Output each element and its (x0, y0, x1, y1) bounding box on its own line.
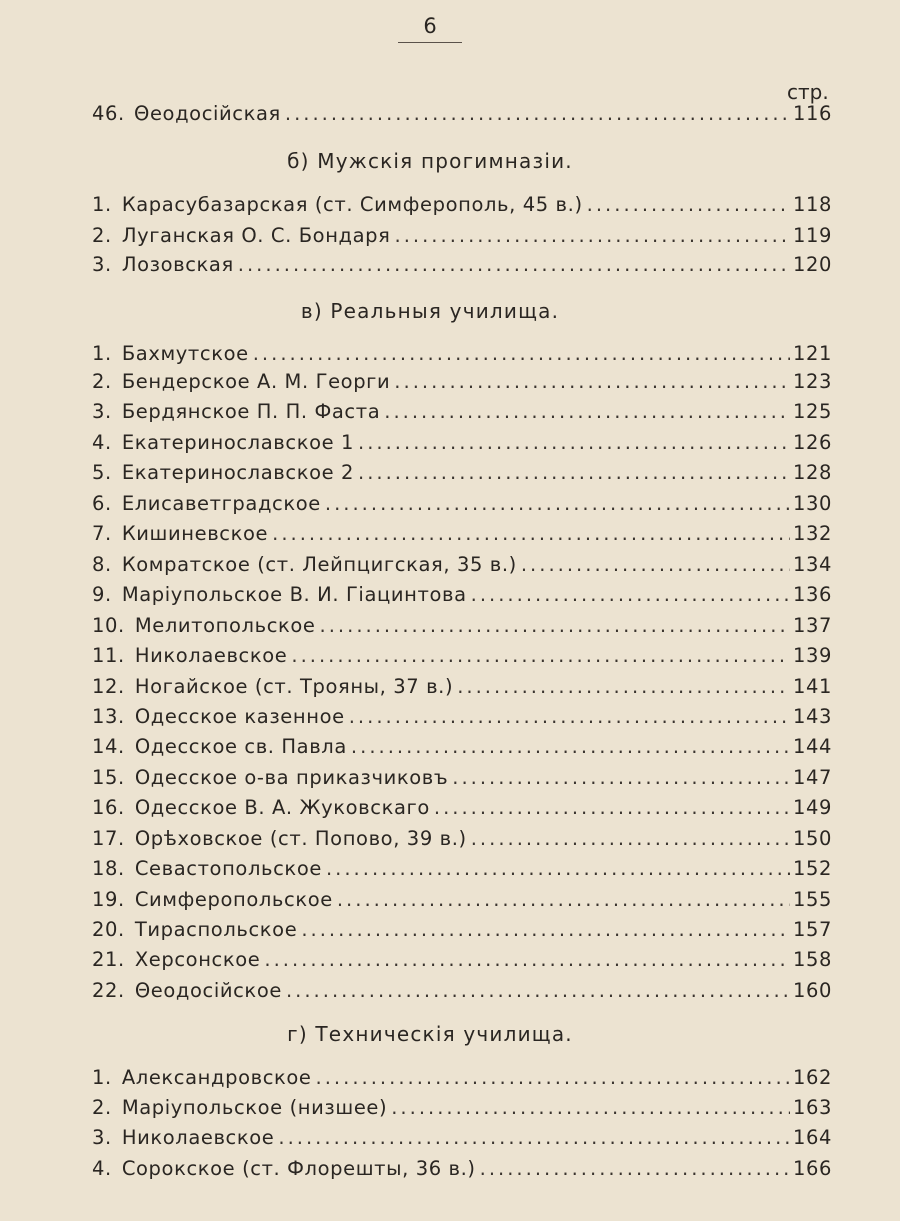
entry-page: 162 (792, 1066, 832, 1089)
toc-entry (92, 1066, 832, 1096)
entry-title: Мелитопольское (134, 614, 316, 637)
entry-title: Николаевское (134, 644, 288, 667)
entry-number: 19. (92, 888, 125, 911)
entry-page: 157 (792, 918, 832, 941)
dot-leader (287, 644, 790, 667)
entry-page: 143 (792, 705, 832, 728)
entry-title: Бахмутское (121, 342, 249, 365)
entry-number: 22. (92, 979, 125, 1002)
dot-leader (260, 948, 790, 971)
entry-title: Одесское казенное (134, 705, 345, 728)
entry-page: 141 (792, 675, 832, 698)
toc-entry (92, 644, 832, 674)
toc-entry (92, 735, 832, 765)
entry-number: 2. (92, 370, 112, 393)
entry-title: Ногайское (ст. Трояны, 37 в.) (134, 675, 454, 698)
entry-number: 16. (92, 796, 125, 819)
page-column-header: стр. (787, 80, 829, 104)
entry-page: 136 (792, 583, 832, 606)
entry-page: 126 (792, 431, 832, 454)
entry-number: 3. (92, 400, 112, 423)
dot-leader (347, 735, 790, 758)
entry-page: 123 (792, 370, 832, 393)
entry-number: 15. (92, 766, 125, 789)
dot-leader (354, 431, 790, 454)
toc-entry (92, 705, 832, 735)
toc-entry (92, 553, 832, 583)
entry-number: 20. (92, 918, 125, 941)
entry-number: 17. (92, 827, 125, 850)
entry-page: 134 (792, 553, 832, 576)
entry-number: 46. (92, 102, 125, 125)
dot-leader (345, 705, 790, 728)
dot-leader (234, 253, 790, 276)
dot-leader (391, 224, 791, 247)
toc-entry (92, 1157, 832, 1187)
entry-page: 121 (792, 342, 832, 365)
entry-page: 130 (792, 492, 832, 515)
entry-title: Лозовская (121, 253, 234, 276)
dot-leader (430, 796, 790, 819)
entry-title: Одесское о-ва приказчиковъ (134, 766, 449, 789)
section-heading: б) Мужскія прогимназіи. (287, 149, 573, 173)
dot-leader (316, 614, 790, 637)
entry-title: Тираспольское (134, 918, 298, 941)
entry-title: Θеодосійское (134, 979, 282, 1002)
entry-number: 2. (92, 1096, 112, 1119)
entry-number: 4. (92, 1157, 112, 1180)
entry-number: 1. (92, 342, 112, 365)
toc-entry (92, 224, 832, 254)
dot-leader (467, 827, 790, 850)
dot-leader (453, 675, 790, 698)
toc-entry (92, 796, 832, 826)
entry-number: 2. (92, 224, 112, 247)
dot-leader (333, 888, 790, 911)
entry-title: Маріупольское В. И. Гіацинтова (121, 583, 467, 606)
toc-entry (92, 918, 832, 948)
dot-leader (390, 370, 790, 393)
entry-page: 147 (792, 766, 832, 789)
entry-page: 119 (792, 224, 832, 247)
entry-title: Елисаветградское (121, 492, 321, 515)
toc-entry (92, 979, 832, 1009)
entry-title: Сорокское (ст. Флорешты, 36 в.) (121, 1157, 476, 1180)
toc-entry (92, 193, 832, 223)
dot-leader (249, 342, 790, 365)
entry-title: Севастопольское (134, 857, 322, 880)
entry-number: 7. (92, 522, 112, 545)
entry-number: 3. (92, 1126, 112, 1149)
entry-number: 1. (92, 1066, 112, 1089)
toc-entry (92, 1126, 832, 1156)
toc-entry (92, 253, 832, 283)
entry-page: 160 (792, 979, 832, 1002)
entry-page: 144 (792, 735, 832, 758)
entry-title: Орѣховское (ст. Попово, 39 в.) (134, 827, 467, 850)
toc-entry (92, 431, 832, 461)
entry-title: Кишиневское (121, 522, 269, 545)
entry-title: Карасубазарская (ст. Симферополь, 45 в.) (121, 193, 583, 216)
entry-title: Екатеринославское 1 (121, 431, 355, 454)
entry-page: 166 (792, 1157, 832, 1180)
entry-number: 18. (92, 857, 125, 880)
entry-page: 137 (792, 614, 832, 637)
page-number: 6 (423, 14, 437, 38)
dot-leader (467, 583, 790, 606)
entry-title: Бендерское А. М. Георги (121, 370, 391, 393)
dot-leader (354, 461, 790, 484)
toc-entry (92, 948, 832, 978)
toc-entry (92, 1096, 832, 1126)
entry-title: Екатеринославское 2 (121, 461, 355, 484)
dot-leader (312, 1066, 790, 1089)
toc-entry (92, 370, 832, 400)
entry-number: 4. (92, 431, 112, 454)
dot-leader (297, 918, 790, 941)
entry-number: 21. (92, 948, 125, 971)
entry-number: 8. (92, 553, 112, 576)
entry-page: 132 (792, 522, 832, 545)
entry-page: 164 (792, 1126, 832, 1149)
entry-page: 150 (792, 827, 832, 850)
entry-page: 118 (792, 193, 832, 216)
dot-leader (268, 522, 790, 545)
entry-title: Симферопольское (134, 888, 333, 911)
toc-entry (92, 888, 832, 918)
dot-leader (448, 766, 790, 789)
entry-title: Маріупольское (низшее) (121, 1096, 388, 1119)
entry-title: Херсонское (134, 948, 261, 971)
entry-title: Луганская О. С. Бондаря (121, 224, 391, 247)
toc-entry (92, 857, 832, 887)
entry-title: Одесское В. А. Жуковскаго (134, 796, 430, 819)
entry-title: Θеодосійская (134, 102, 281, 125)
dot-leader (380, 400, 790, 423)
toc-entry (92, 614, 832, 644)
entry-page: 128 (792, 461, 832, 484)
entry-page: 163 (792, 1096, 832, 1119)
entry-page: 158 (792, 948, 832, 971)
entry-title: Бердянское П. П. Фаста (121, 400, 381, 423)
entry-page: 116 (792, 102, 832, 125)
entry-page: 155 (792, 888, 832, 911)
entry-number: 13. (92, 705, 125, 728)
toc-entry (92, 461, 832, 491)
entry-title: Одесское св. Павла (134, 735, 347, 758)
dot-leader (583, 193, 790, 216)
dot-leader (322, 857, 790, 880)
entry-number: 1. (92, 193, 112, 216)
entry-page: 120 (792, 253, 832, 276)
entry-number: 9. (92, 583, 112, 606)
entry-page: 152 (792, 857, 832, 880)
entry-page: 149 (792, 796, 832, 819)
entry-title: Николаевское (121, 1126, 275, 1149)
dot-leader (321, 492, 790, 515)
entry-title: Александровское (121, 1066, 312, 1089)
section-heading: в) Реальныя училища. (300, 299, 560, 323)
dot-leader (387, 1096, 790, 1119)
entry-number: 14. (92, 735, 125, 758)
entry-number: 3. (92, 253, 112, 276)
toc-entry (92, 400, 832, 430)
toc-entry (92, 492, 832, 522)
entry-number: 11. (92, 644, 125, 667)
entry-number: 5. (92, 461, 112, 484)
section-heading: г) Техническія училища. (287, 1022, 573, 1046)
toc-entry (92, 522, 832, 552)
toc-entry (92, 583, 832, 613)
dot-leader (517, 553, 790, 576)
entry-title: Комратское (ст. Лейпцигская, 35 в.) (121, 553, 517, 576)
toc-entry (92, 342, 832, 372)
dot-leader (281, 102, 790, 125)
toc-entry-top (92, 102, 832, 132)
entry-number: 6. (92, 492, 112, 515)
entry-page: 139 (792, 644, 832, 667)
dot-leader (282, 979, 790, 1002)
toc-entry (92, 766, 832, 796)
toc-entry (92, 675, 832, 705)
entry-number: 10. (92, 614, 125, 637)
entry-number: 12. (92, 675, 125, 698)
page-number-rule (398, 42, 462, 43)
dot-leader (476, 1157, 790, 1180)
entry-page: 125 (792, 400, 832, 423)
dot-leader (274, 1126, 790, 1149)
toc-entry (92, 827, 832, 857)
